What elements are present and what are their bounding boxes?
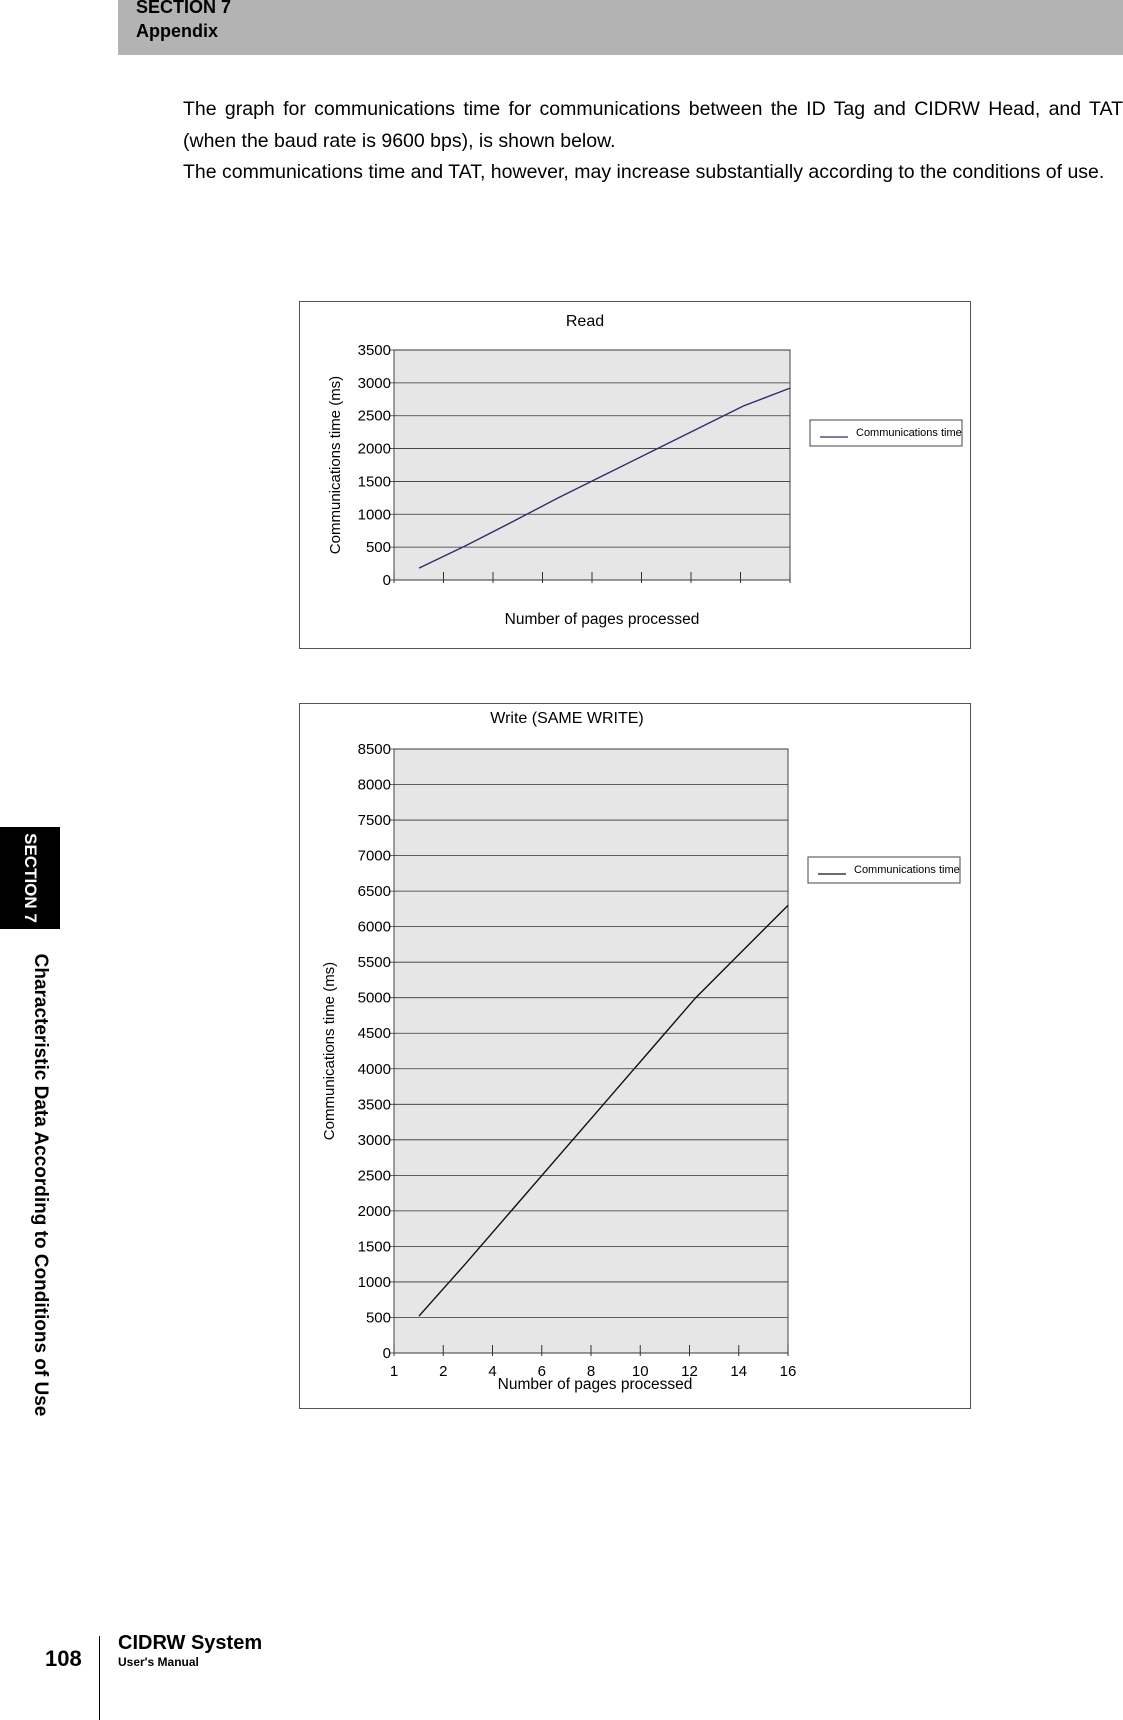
chart-title: Read xyxy=(565,313,605,330)
y-tick-label: 500 xyxy=(365,539,391,557)
y-tick-label: 1000 xyxy=(357,1273,391,1291)
y-tick-label: 2500 xyxy=(357,407,391,425)
intro-paragraph-1: The graph for communications time for communications between the ID Tag and CIDRW Head, and TAT (when the baud rate is 9600 bps), is shown below. xyxy=(183,98,1123,152)
x-tick-label: 4 xyxy=(488,1363,497,1380)
y-tick-label: 0 xyxy=(382,572,391,589)
plot-area xyxy=(394,350,790,580)
y-axis-label: Communications time (ms) xyxy=(321,961,338,1141)
y-tick-label: 8000 xyxy=(357,776,391,794)
side-section-tab xyxy=(0,827,60,929)
y-tick-label: 3500 xyxy=(357,342,391,359)
legend-label: Communications time xyxy=(854,864,960,876)
footer-title: CIDRW System xyxy=(118,1632,263,1654)
y-tick-label: 2000 xyxy=(357,1202,391,1220)
y-tick-label: 6500 xyxy=(357,883,391,901)
y-tick-label: 2500 xyxy=(357,1167,391,1185)
x-tick-label: 1 xyxy=(389,1363,399,1380)
y-tick-label: 5000 xyxy=(357,989,391,1007)
y-tick-label: 1500 xyxy=(357,1238,391,1256)
y-tick-label: 0 xyxy=(382,1345,391,1362)
y-axis-label: Communications time (ms) xyxy=(327,375,344,555)
side-chapter-title: Characteristic Data According to Conditions of Use xyxy=(30,953,51,1417)
y-tick-label: 4000 xyxy=(357,1060,391,1078)
y-tick-label: 2000 xyxy=(357,440,391,458)
y-tick-label: 7000 xyxy=(357,847,391,865)
y-tick-label: 3000 xyxy=(357,1131,391,1149)
y-tick-label: 5500 xyxy=(357,954,391,972)
y-tick-label: 1500 xyxy=(357,473,391,491)
y-tick-label: 8500 xyxy=(357,741,391,758)
y-tick-label: 3000 xyxy=(357,374,391,392)
x-tick-label: 14 xyxy=(730,1363,748,1380)
x-axis-label: Number of pages processed xyxy=(504,611,700,628)
header-bar xyxy=(118,0,1123,55)
side-tab-label: SECTION 7 xyxy=(21,833,40,923)
x-tick-label: 10 xyxy=(631,1363,649,1380)
read-chart-svg xyxy=(300,302,970,648)
y-tick-label: 500 xyxy=(365,1309,391,1327)
section-title: Appendix xyxy=(136,21,219,41)
x-tick-label: 2 xyxy=(439,1363,448,1380)
x-tick-label: 16 xyxy=(779,1363,797,1380)
y-tick-label: 6000 xyxy=(357,918,391,936)
chart-title: Write (SAME WRITE) xyxy=(490,710,644,727)
section-label: SECTION 7 xyxy=(136,0,232,17)
footer-subtitle: User's Manual xyxy=(118,1655,199,1669)
x-tick-label: 6 xyxy=(537,1363,546,1380)
plot-area xyxy=(394,749,788,1353)
y-tick-label: 7500 xyxy=(357,812,391,830)
x-tick-label: 12 xyxy=(681,1363,698,1380)
footer-divider xyxy=(99,1636,100,1720)
write-chart xyxy=(299,703,971,1409)
legend-label: Communications time xyxy=(856,427,962,439)
intro-text xyxy=(183,94,1123,189)
intro-paragraph-2: The communications time and TAT, however, may increase substantially according to the conditions of use. xyxy=(183,161,1105,183)
y-tick-label: 4500 xyxy=(357,1025,391,1043)
x-axis-label: Number of pages processed xyxy=(497,1376,693,1393)
y-tick-label: 3500 xyxy=(357,1096,391,1114)
write-chart-svg xyxy=(300,704,970,1408)
y-tick-label: 1000 xyxy=(357,506,391,524)
page-number: 108 xyxy=(45,1646,82,1671)
read-chart xyxy=(299,301,971,649)
x-tick-label: 8 xyxy=(586,1363,596,1380)
